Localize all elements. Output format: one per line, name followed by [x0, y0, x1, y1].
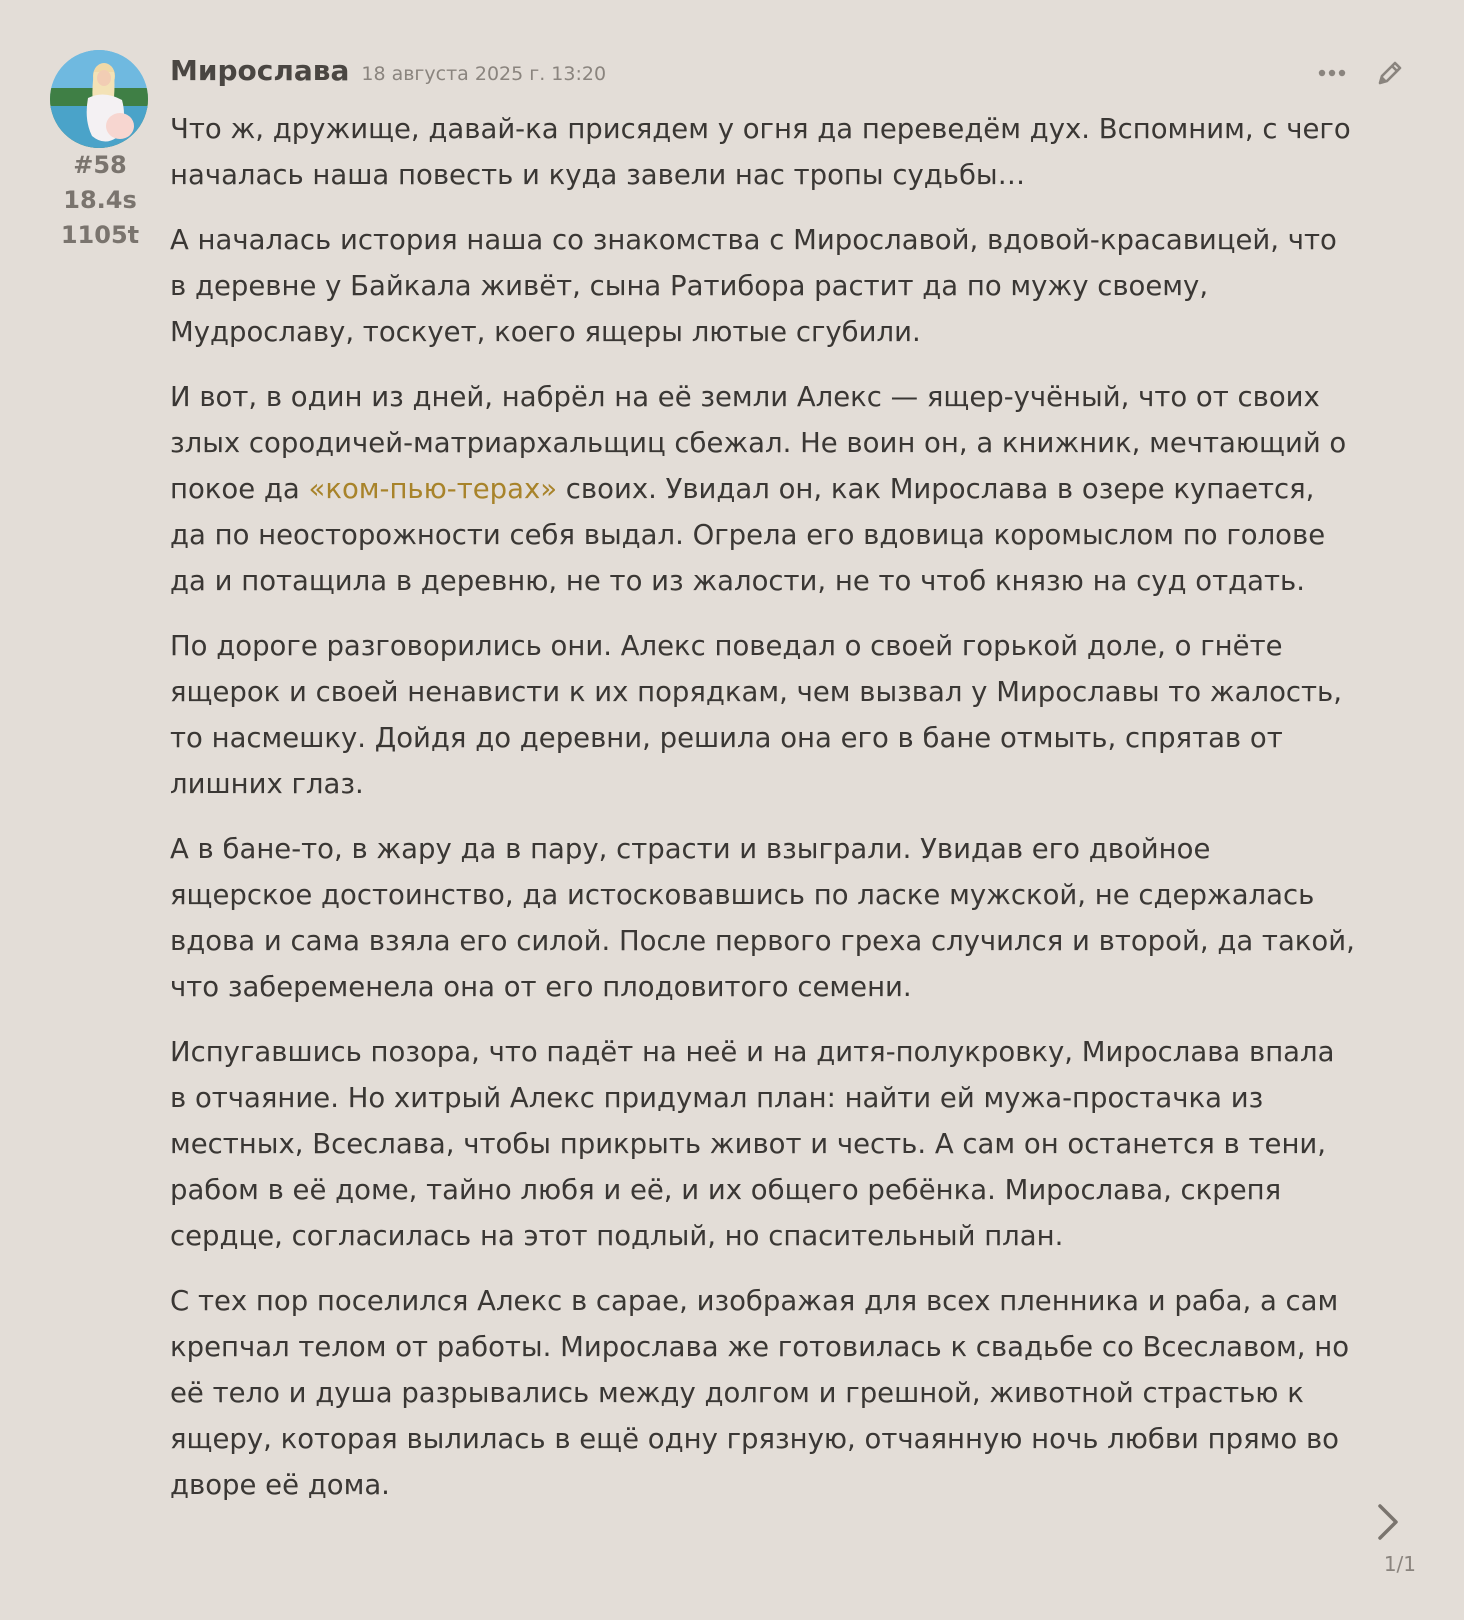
message-timestamp: 18 августа 2025 г. 13:20 [361, 63, 607, 85]
avatar-image [50, 50, 148, 148]
message-header [170, 54, 606, 87]
message-paragraph [170, 374, 1355, 604]
message-index: #58 [73, 151, 127, 179]
message-paragraph: С тех пор поселился Алекс в сарае, изображая для всех пленника и раба, а сам крепчал телом от работы. Мирослава же готовилась к свадьбе со Всеславом, но её тело и душа разрывались между долгом и грешной, животной страстью к ящеру, которая вылилась в ещё одну грязную, отчаянную ночь любви прямо во дворе её дома. [170, 1285, 1350, 1501]
ellipsis-icon [1318, 68, 1346, 78]
message-paragraph: Что ж, дружище, давай-ка присядем у огня да переведём дух. Вспомним, с чего началась наша повесть и куда завели нас тропы судьбы… [170, 113, 1351, 191]
swipe-right-button[interactable] [1370, 1500, 1406, 1544]
message-meta [40, 148, 160, 253]
edit-message-button[interactable] [1372, 55, 1408, 91]
chevron-right-icon [1375, 1502, 1401, 1542]
more-options-button[interactable] [1314, 55, 1350, 91]
message-paragraph: По дороге разговорились они. Алекс поведал о своей горькой доле, о гнёте ящерок и своей ненависти к их порядкам, чем вызвал у Мирославы то жалость, то насмешку. Дойдя до деревни, решила она его в бане отмыть, спрятав от лишних глаз. [170, 630, 1342, 800]
message-paragraph: Испугавшись позора, что падёт на неё и на дитя-полукровку, Мирослава впала в отчаяние. Но хитрый Алекс придумал план: найти ей мужа-простачка из местных, Всеслава, чтобы прикрыть живот и честь. А сам он останется в тени, рабом в её доме, тайно любя и её, и их общего ребёнка. Мирослава, скрепя сердце, согласилась на этот подлый, но спасительный план. [170, 1036, 1335, 1252]
author-name: Мирослава [170, 54, 350, 87]
paragraph-text: своих. Увидал он, как Мирослава в озере купается, да по неосторожности себя выдал. Огрела его вдовица коромыслом по голове да и потащила в деревню, не то из жалости, не то чтоб князю на суд отдать. [170, 473, 1326, 597]
quoted-text: «ком-пью-терах» [308, 473, 558, 505]
message-time-taken: 18.4s [63, 186, 137, 214]
avatar[interactable] [50, 50, 148, 148]
swipe-counter: 1/1 [1383, 1552, 1416, 1576]
message-paragraph: А началась история наша со знакомства с Мирославой, вдовой-красавицей, что в деревне у Байкала живёт, сына Ратибора растит да по мужу своему, Мудрославу, тоскует, коего ящеры лютые сгубили. [170, 224, 1337, 348]
message-actions [1314, 55, 1408, 91]
pencil-icon [1375, 58, 1405, 88]
message-body [170, 106, 1355, 1527]
message-paragraph: А в бане-то, в жару да в пару, страсти и взыграли. Увидав его двойное ящерское достоинство, да истосковавшись по ласке мужской, не сдержалась вдова и сама взяла его силой. После первого греха случился и второй, да такой, что забеременела она от его плодовитого семени. [170, 833, 1355, 1003]
message-token-count: 1105t [60, 221, 140, 249]
paragraph-text: И вот, в один из дней, набрёл на её земли Алекс — ящер-учёный, что от своих злых сородичей-матриархальщиц сбежал. Не воин он, а книжник, мечтающий о покое да [170, 381, 1347, 505]
